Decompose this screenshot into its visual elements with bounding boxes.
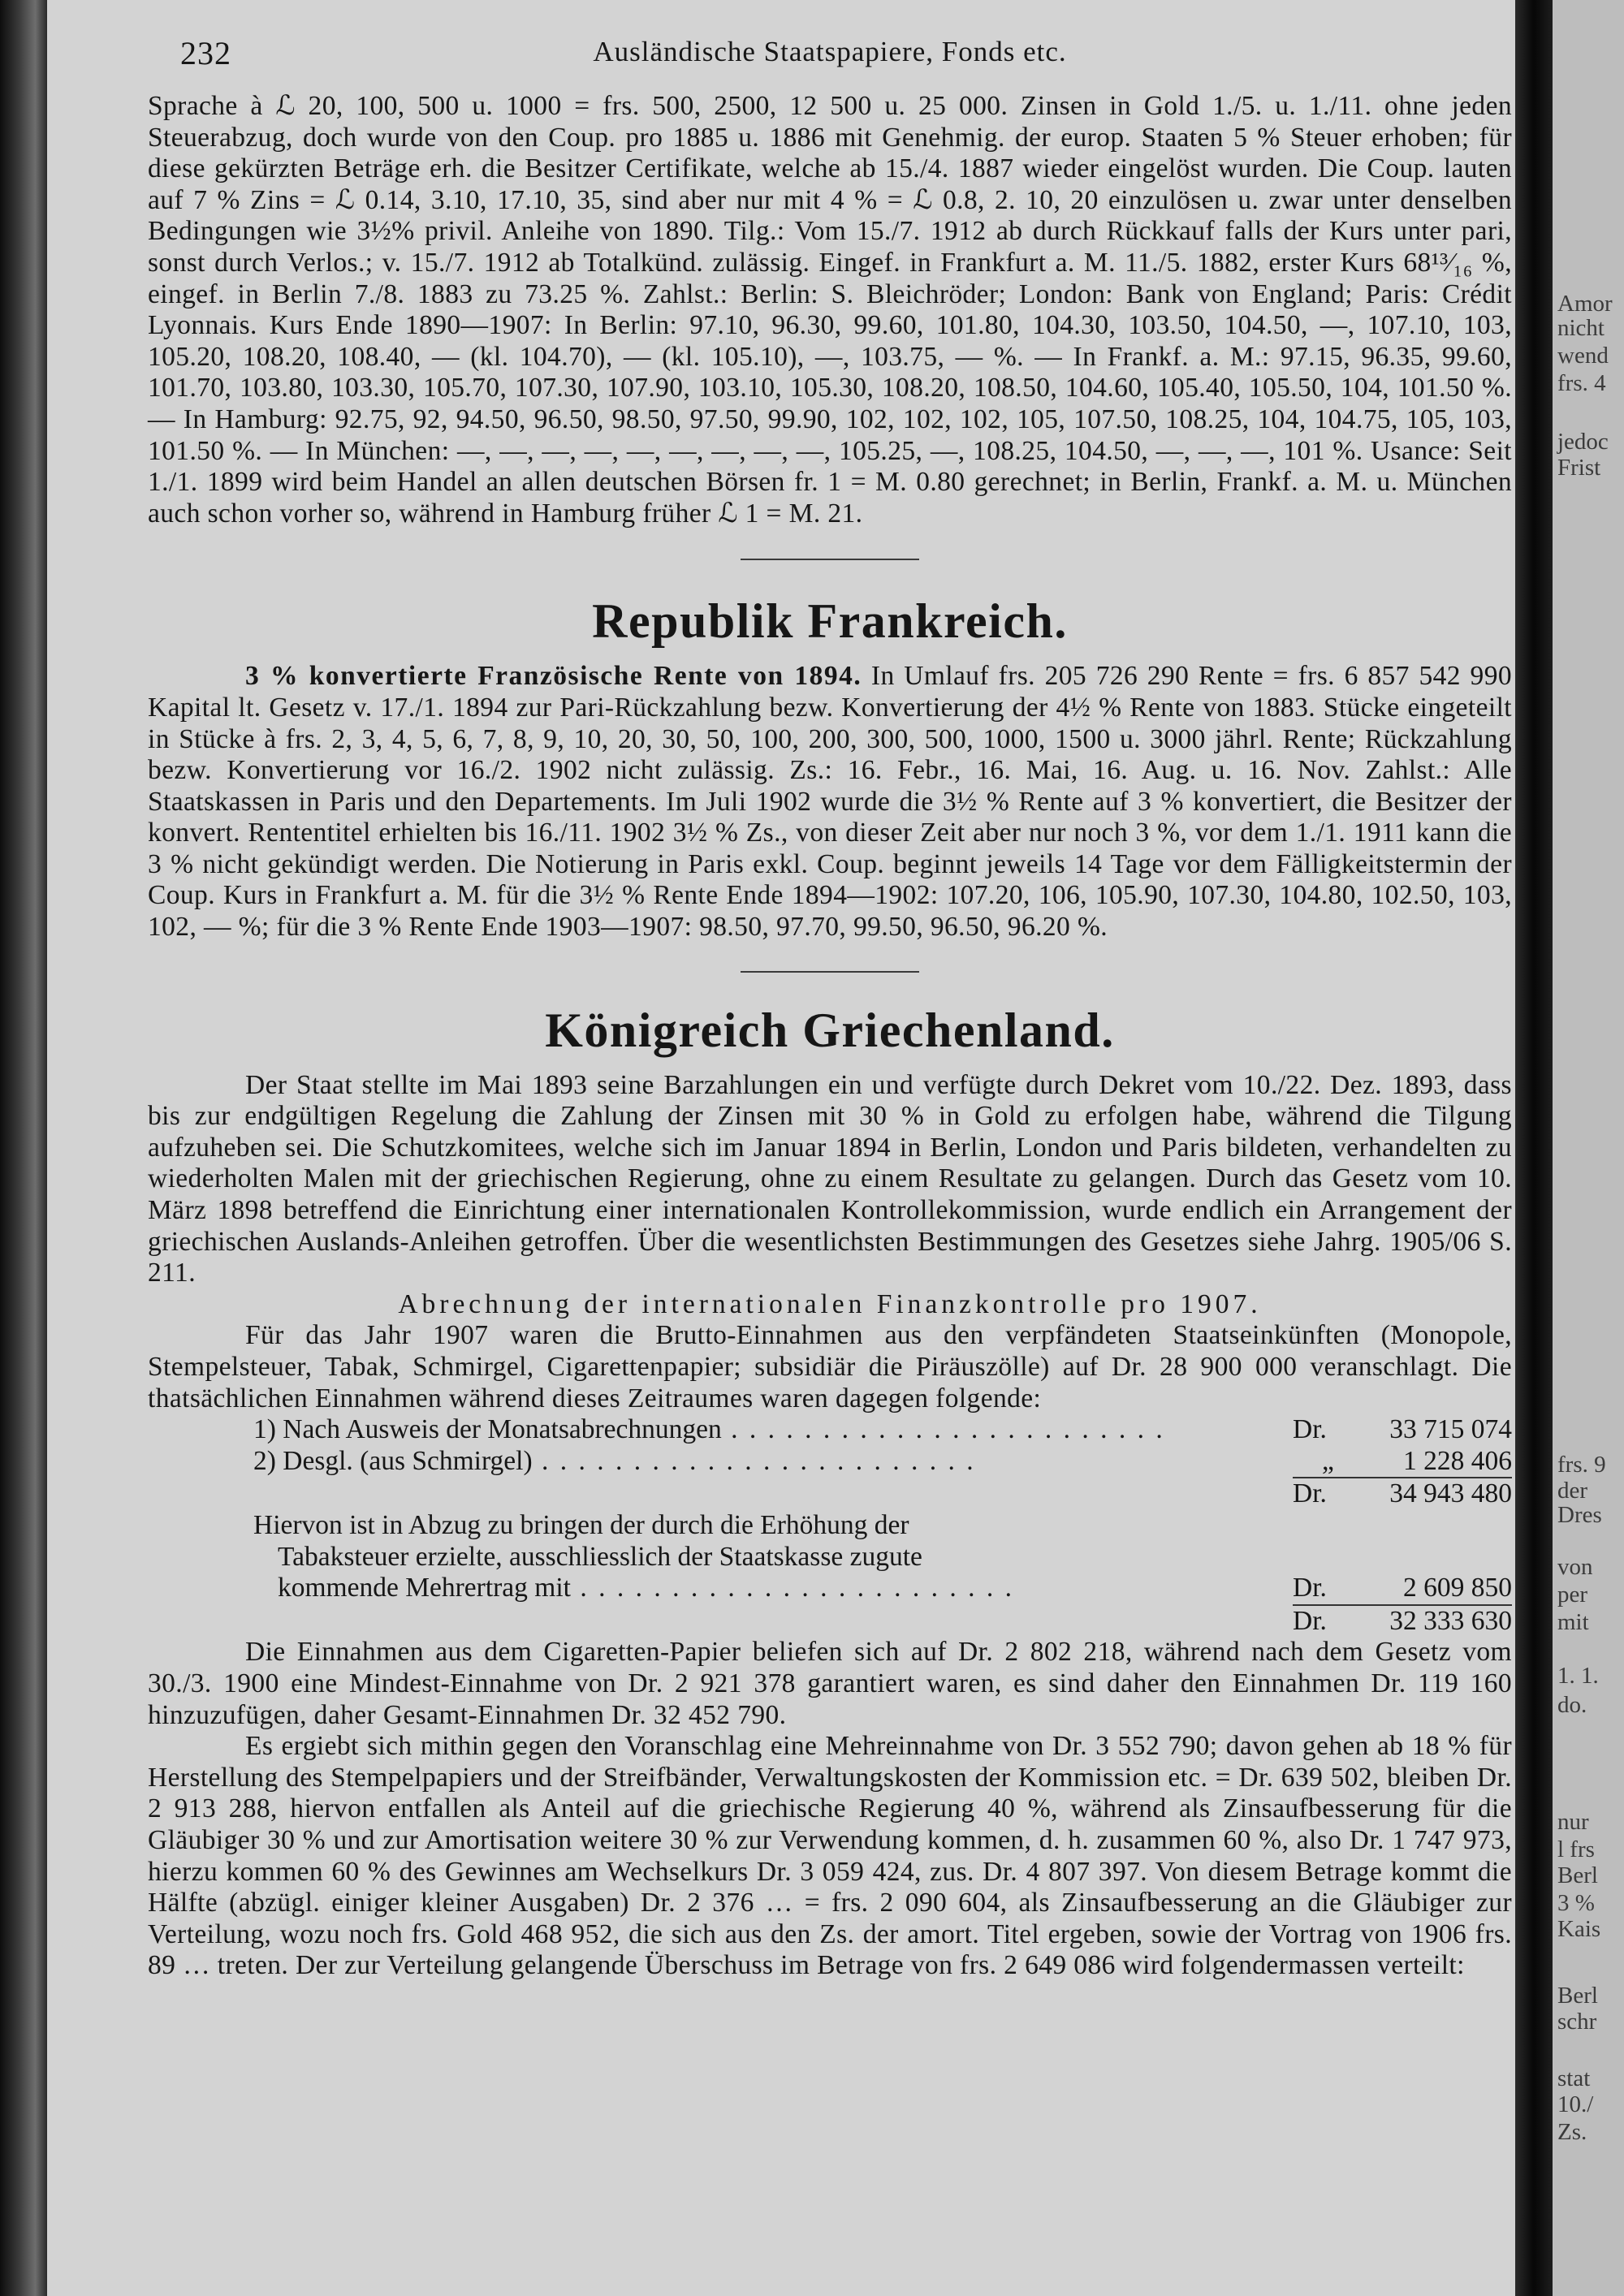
- ledger-amount: 34 943 480: [1389, 1478, 1512, 1509]
- ledger-currency: Dr.: [1293, 1573, 1327, 1603]
- adjacent-page-fragment: do.: [1557, 1692, 1587, 1718]
- adjacent-page-fragment: schr: [1557, 2009, 1597, 2035]
- ledger-currency: „: [1322, 1445, 1334, 1476]
- adjacent-page-fragment: Frist: [1557, 455, 1601, 481]
- ledger-amount: 32 333 630: [1389, 1605, 1512, 1636]
- frankreich-text: In Umlauf frs. 205 726 290 Rente = frs. 6 857 542 990 Kapital lt. Gesetz v. 17./1. 1894 zur Pari-Rückzahlung bezw. Konvertierung der 4½ % Rente von 1883. Stücke eingeteilt in Stücke à frs. 2, 3, 4, 5, 6, 7, 8, 9, 10, 20, 30, 50, 100, 200, 300, 500, 1000, 1500 u. 3000 jährl. Rente; Rückzahlung bezw. Konvertierung vor 16./2. 1902 nicht zulässig. Zs.: 16. Febr., 16. Mai, 16. Aug. u. 16. Nov. Zahlst.: Alle Staatskassen in Paris und den Departements. Im Juli 1902 wurde die 3½ % Rente auf 3 % konvertiert, die Besitzer der konvert. Rententitel erhielten bis 16./11. 1902 3½ % Zs., von dieser Zeit aber nur noch 3 %, vor dem 1./1. 1911 kann die 3 % nicht gekündigt werden. Die Notierung in Paris exkl. Coup. beginnt jeweils 14 Tage vor dem Fälligkeitstermin der Coup. Kurs in Frankfurt a. M. für die 3½ % Rente Ende 1894—1902: 107.20, 106, 105.90, 107.30, 104.80, 102.50, 103, 102, — %; für die 3 % Rente Ende 1903—1907: 98.50, 97.70, 99.50, 96.50, 96.20 %.: [148, 661, 1513, 943]
- ledger-row: [148, 1573, 1512, 1606]
- intro-paragraph: Sprache à ℒ 20, 100, 500 u. 1000 = frs. 500, 2500, 12 500 u. 25 000. Zinsen in Gold 1./5. u. 1./11. ohne jeden Steuerabzug, doch wurde von den Coup. pro 1885 u. 1886 mit Genehmig. der europ. Staaten 5 % Steuer erhoben; für diese gekürzten Beträge erh. die Besitzer Certifikate, welche ab 15./4. 1887 wieder eingelöst wurden. Die Coup. lauten auf 7 % Zins = ℒ 0.14, 3.10, 17.10, 35, sind aber nur mit 4 % = ℒ 0.8, 2. 10, 20 einzulösen u. zwar unter denselben Bedingungen wie 3½% privil. Anleihe von 1890. Tilg.: Vom 15./7. 1912 ab durch Rückkauf falls der Kurs unter pari, sonst durch Verlos.; v. 15./7. 1912 ab Totalkünd. zulässig. Eingef. in Frankfurt a. M. 11./5. 1882, erster Kurs 68¹³⁄₁₆ %, eingef. in Berlin 7./8. 1883 zu 73.25 %. Zahlst.: Berlin: S. Bleichröder; London: Bank von England; Paris: Crédit Lyonnais. Kurs Ende 1890—1907: In Berlin: 97.10, 96.30, 99.60, 101.80, 104.30, 103.50, 104.50, —, 107.10, 103, 105.20, 108.20, 108.40, — (kl. 104.70), — (kl. 105.10), —, 103.75, — %. — In Frankf. a. M.: 97.15, 96.35, 99.60, 101.70, 103.80, 103.30, 105.70, 107.30, 107.90, 103.10, 105.30, 108.20, 108.50, 104.60, 105.40, 105.50, 104, 101.50 %. — In Hamburg: 92.75, 92, 94.50, 96.50, 98.50, 97.50, 99.90, 102, 102, 102, 105, 107.50, 108.25, 104, 104.75, 105, 103, 101.50 %. — In München: —, —, —, —, —, —, —, —, —, 105.25, —, 108.25, 104.50, —, —, —, 101 %. Usance: Seit 1./1. 1899 wird beim Handel an allen deutschen Börsen fr. 1 = M. 0.80 gerechnet; in Berlin, Frankf. a. M. u. München auch schon vorher so, während in Hamburg früher ℒ 1 = M. 21.: [148, 91, 1512, 529]
- ledger-note-row: [148, 1542, 1512, 1573]
- book-page: [47, 0, 1515, 2296]
- ledger-amount: 2 609 850: [1403, 1573, 1512, 1603]
- adjacent-page-fragment: stat: [1557, 2065, 1591, 2091]
- adjacent-page-fragment: mit: [1557, 1609, 1589, 1635]
- book-spine-shadow: [0, 0, 47, 2296]
- page-content: [148, 24, 1512, 1982]
- griechenland-paragraph-2: Für das Jahr 1907 waren die Brutto-Einnahmen aus den verpfändeten Staatseinkünften (Monopole, Stempelsteuer, Tabak, Schmirgel, Cigarettenpapier; subsidiär die Piräuszölle) auf Dr. 28 900 000 veranschlagt. Die thatsächlichen Einnahmen während dieses Zeitraumes waren dagegen folgende:: [148, 1320, 1512, 1413]
- running-head: Ausländische Staatspapiere, Fonds etc.: [593, 36, 1067, 67]
- ledger-note-row: [148, 1510, 1512, 1542]
- adjacent-page-fragment: nur: [1557, 1809, 1589, 1835]
- revenue-ledger: [148, 1414, 1512, 1637]
- bond-title: 3 % konvertierte Französische Rente von 1894.: [245, 661, 862, 692]
- griechenland-paragraph-4: Es ergiebt sich mithin gegen den Voranschlag eine Mehreinnahme von Dr. 3 552 790; davon gehen ab 18 % für Herstellung des Stempelpapiers und der Streifbänder, Verwaltungskosten der Kommission etc. = Dr. 639 502, bleiben Dr. 2 913 288, hiervon entfallen als Anteil auf die griechische Regierung 40 %, während als Zinsaufbesserung für die Gläubiger 30 % und zur Amortisation weitere 30 % zur Verwendung kommen, d. h. zusammen 60 %, also Dr. 1 747 973, hierzu kommen 60 % des Gewinnes am Wechselkurs Dr. 3 059 424, zus. Dr. 4 807 397. Von diesem Betrage kommt die Hälfte (abzügl. einiger kleiner Ausgaben) Dr. 2 376 … = frs. 2 090 604, als Zinsaufbesserung an die Gläubiger zur Verteilung, wozu noch frs. Gold 468 952, die sich aus den Zs. der amort. Titel ergeben, sowie der Vortrag von 1906 frs. 89 … treten. Der zur Verteilung gelangende Überschuss im Betrage von frs. 2 649 086 wird folgendermassen verteilt:: [148, 1731, 1512, 1981]
- ledger-currency: Dr.: [1293, 1605, 1327, 1636]
- adjacent-page-fragment: frs. 4: [1557, 370, 1606, 396]
- page-header: [148, 24, 1512, 73]
- ledger-label: 1) Nach Ausweis der Monatsabrechnungen: [253, 1414, 722, 1445]
- ledger-amount: 1 228 406: [1403, 1445, 1512, 1476]
- ledger-subtotal-row: [148, 1478, 1512, 1510]
- adjacent-page-fragment: jedoc: [1557, 429, 1609, 455]
- ledger-currency: Dr.: [1293, 1478, 1327, 1509]
- adjacent-page-fragment: Zs.: [1557, 2119, 1587, 2145]
- abrechnung-subheading: Abrechnung der internationalen Finanzkontrolle pro 1907.: [398, 1288, 1262, 1319]
- adjacent-page-fragment: frs. 9: [1557, 1452, 1606, 1478]
- adjacent-page-fragment: per: [1557, 1582, 1588, 1608]
- adjacent-page-fragment: von: [1557, 1554, 1593, 1580]
- adjacent-page-fragment: l frs: [1557, 1836, 1595, 1862]
- ledger-row: [148, 1414, 1512, 1446]
- griechenland-paragraph-3: Die Einnahmen aus dem Cigaretten-Papier beliefen sich auf Dr. 2 802 218, während nach dem Gesetz vom 30./3. 1900 eine Mindest-Einnahme von Dr. 2 921 378 garantiert waren, es sind daher den Einnahmen Dr. 119 160 hinzuzufügen, daher Gesamt-Einnahmen Dr. 32 452 790.: [148, 1637, 1512, 1730]
- page-gutter-shadow: [1515, 0, 1553, 2296]
- adjacent-page-fragment: 3 %: [1557, 1890, 1595, 1916]
- griechenland-paragraph-1: Der Staat stellte im Mai 1893 seine Barzahlungen ein und verfügte durch Dekret vom 10./22. Dez. 1893, dass bis zur endgültigen Regelung die Zahlung der Zinsen mit 30 % in Gold zu erfolgen habe, während die Tilgung aufzuheben sei. Die Schutzkomitees, welche sich im Januar 1894 in Berlin, London und Paris bildeten, verhandelten zu wiederholten Malen mit der griechischen Regierung, ohne zu einem Resultate zu gelangen. Durch das Gesetz vom 10. März 1898 betreffend die Einrichtung einer internationalen Kontrollekommission, wurde endlich ein Arrangement der griechischen Auslands-Anleihen getroffen. Über die wesentlichsten Bestimmungen des Gesetzes siehe Jahrg. 1905/06 S. 211.: [148, 1069, 1512, 1288]
- adjacent-page-fragment: der: [1557, 1478, 1588, 1504]
- ledger-amount: 33 715 074: [1389, 1414, 1512, 1445]
- section-divider: [741, 559, 919, 560]
- adjacent-page-fragment: 10./: [1557, 2091, 1594, 2117]
- adjacent-page-fragment: Dres: [1557, 1502, 1602, 1528]
- adjacent-page-fragment: 1. 1.: [1557, 1663, 1599, 1689]
- ledger-row: [148, 1446, 1512, 1479]
- adjacent-page-fragment: Amor: [1557, 291, 1613, 317]
- section-divider: [741, 971, 919, 973]
- page-number: 232: [180, 35, 231, 71]
- section-heading-frankreich: Republik Frankreich.: [592, 594, 1068, 649]
- leader-dots: [722, 1414, 1165, 1444]
- deduction-line-3: kommende Mehrertrag mit: [278, 1573, 571, 1603]
- leader-dots: [571, 1573, 1014, 1603]
- ledger-currency: Dr.: [1293, 1414, 1327, 1445]
- adjacent-page-fragment: wend: [1557, 343, 1609, 369]
- leader-dots: [533, 1446, 976, 1476]
- adjacent-page-fragment: Berl: [1557, 1862, 1598, 1888]
- adjacent-page-fragment: Kais: [1557, 1916, 1601, 1942]
- deduction-line-1: Hiervon ist in Abzug zu bringen der durch die Erhöhung der: [253, 1509, 909, 1540]
- frankreich-paragraph: [148, 661, 1512, 943]
- ledger-total-row: [148, 1606, 1512, 1638]
- adjacent-page-edge: [1553, 0, 1624, 2296]
- ledger-label: 2) Desgl. (aus Schmirgel): [253, 1445, 533, 1476]
- deduction-line-2: Tabaksteuer erzielte, ausschliesslich der Staatskasse zugute: [278, 1541, 922, 1572]
- section-heading-griechenland: Königreich Griechenland.: [545, 1003, 1115, 1057]
- adjacent-page-fragment: nicht: [1557, 315, 1605, 341]
- adjacent-page-fragment: Berl: [1557, 1983, 1598, 2009]
